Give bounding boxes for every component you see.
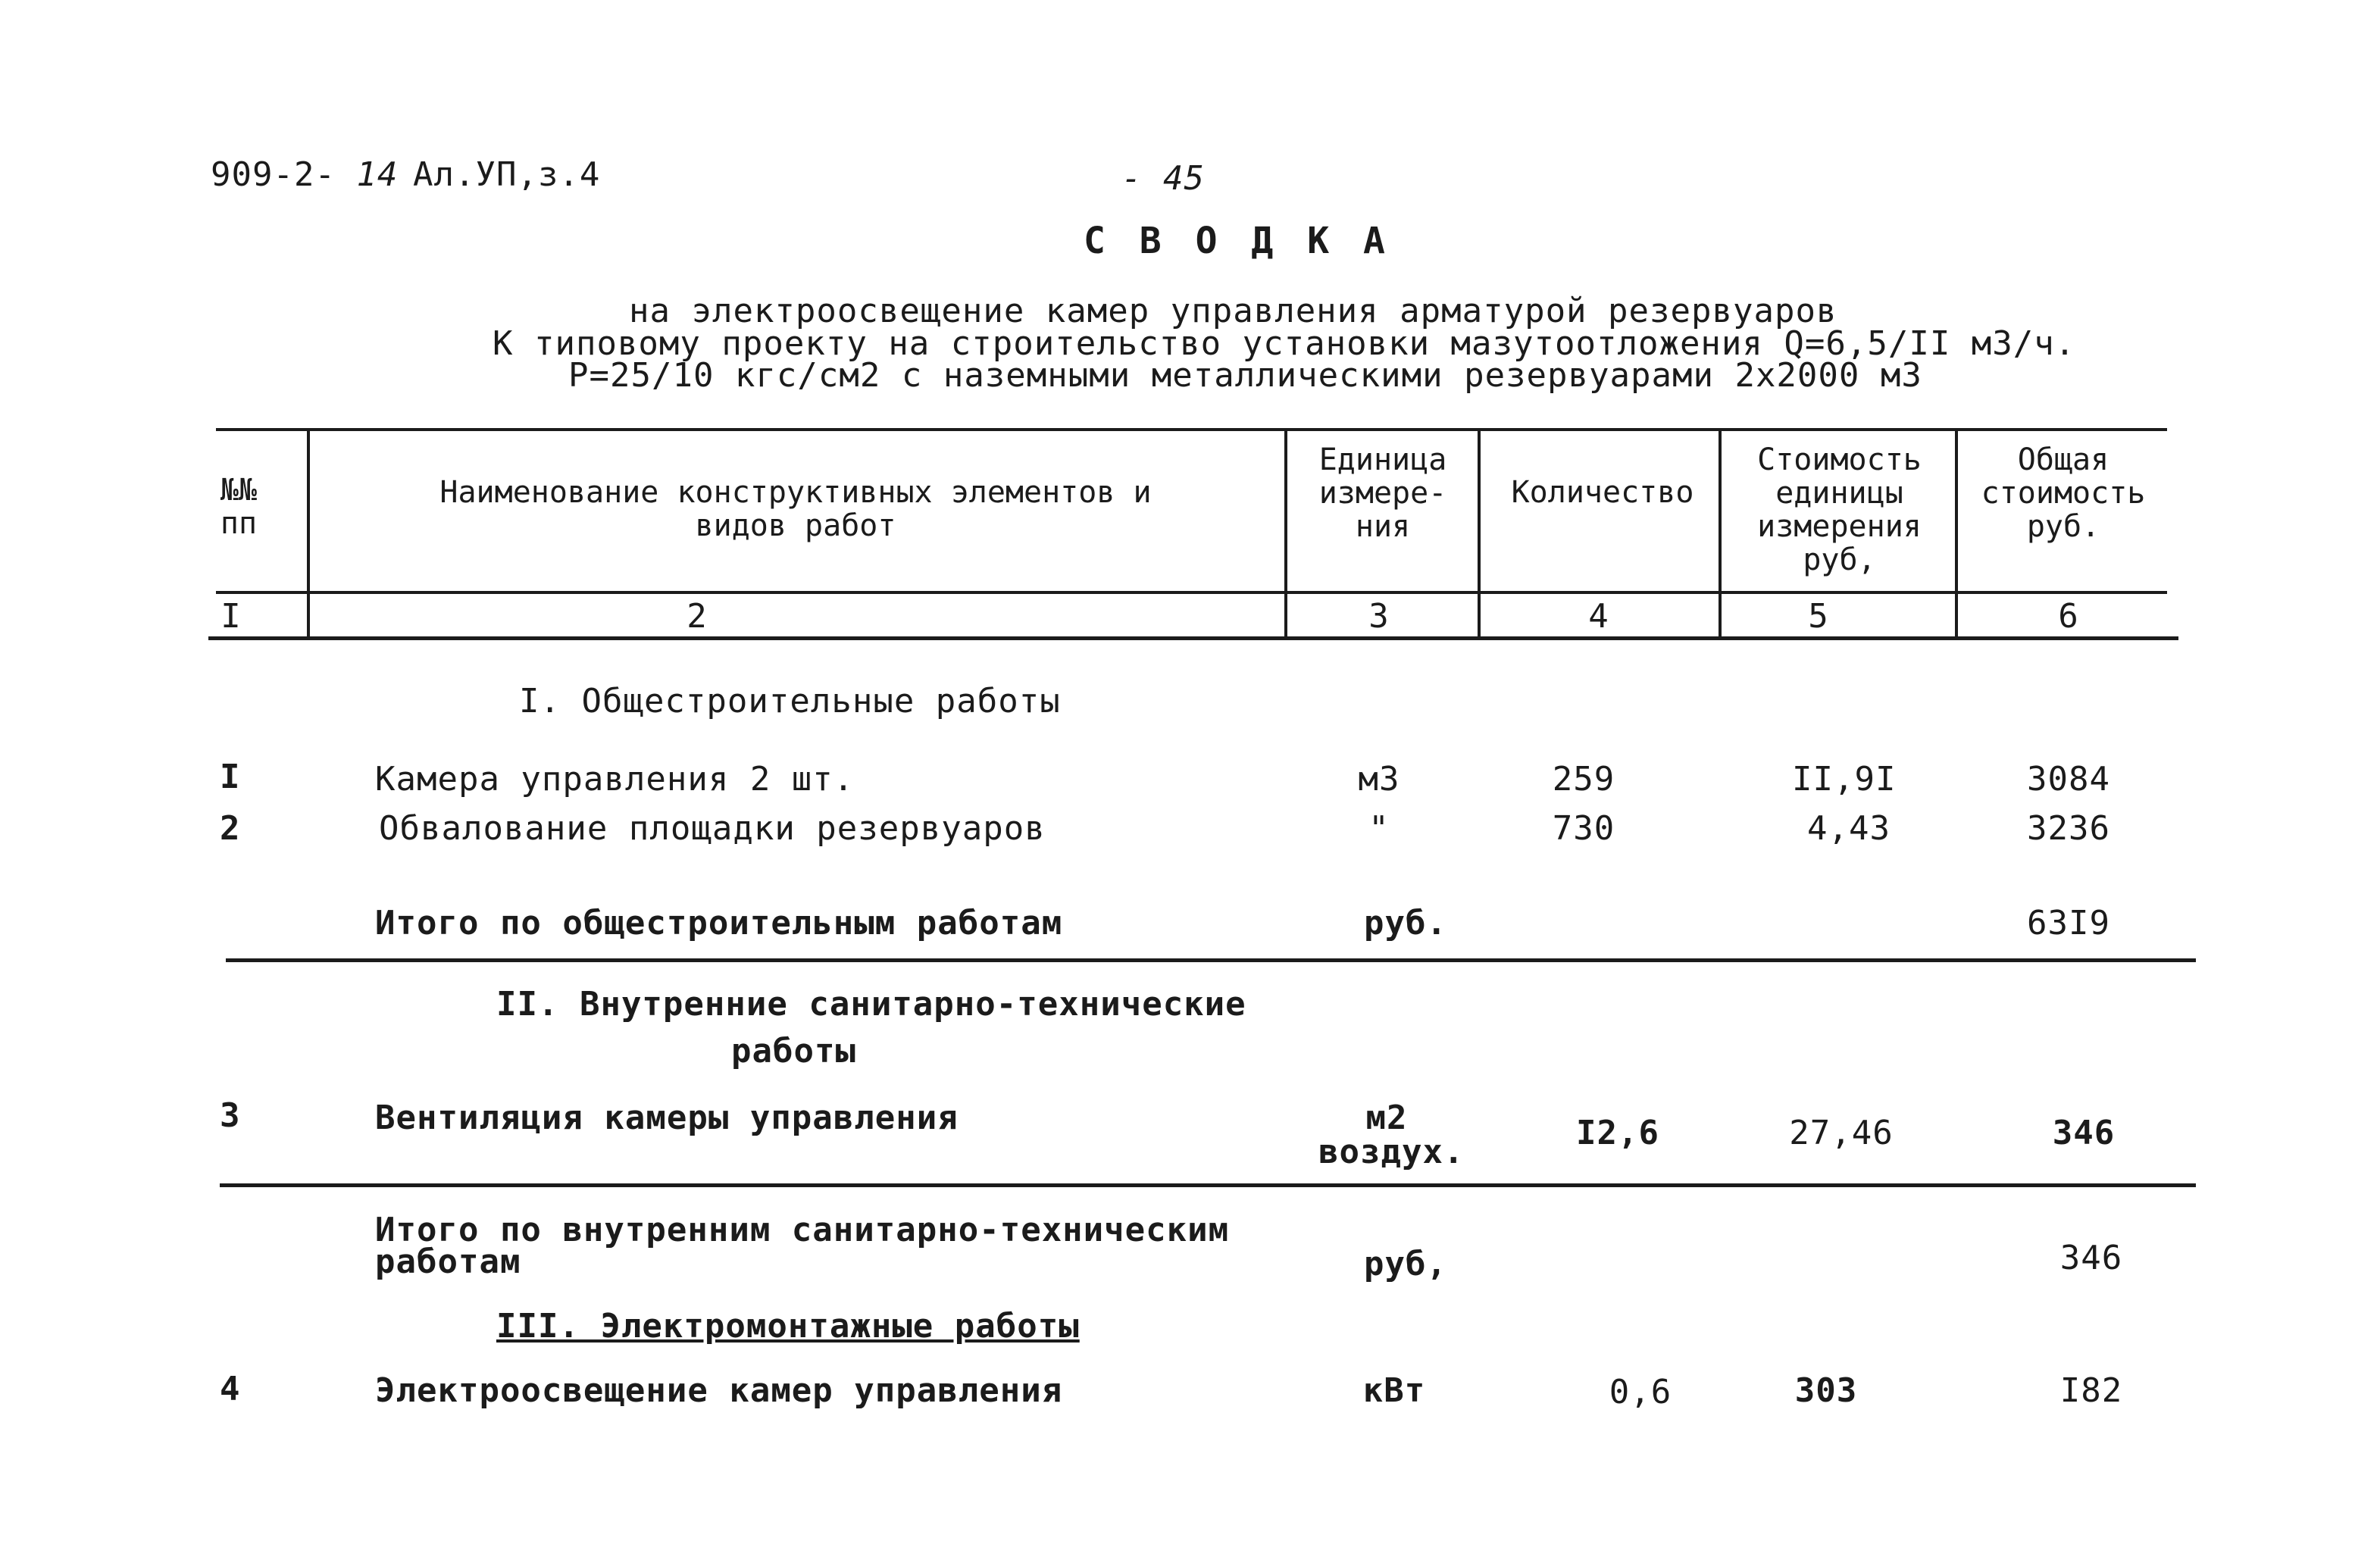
row-4-unit: кВт — [1362, 1371, 1426, 1410]
row-2-price: 4,43 — [1807, 809, 1891, 848]
section-3-title-text: III. Электромонтажные работы — [496, 1307, 1080, 1346]
row-3-num: 3 — [220, 1096, 241, 1135]
colnum-2: 2 — [686, 597, 708, 636]
row-1-qty: 259 — [1552, 760, 1615, 799]
row-1-name: Камера управления 2 шт. — [375, 760, 855, 799]
colnum-6: 6 — [2058, 597, 2079, 636]
document-sheet: Ал.УП,з.4 — [413, 155, 601, 194]
section-2-total-value: 346 — [2059, 1239, 2123, 1277]
col-divider-4 — [1719, 428, 1722, 640]
col-divider-3 — [1478, 428, 1481, 640]
colnum-3: 3 — [1368, 597, 1390, 636]
section-3-title — [496, 1307, 1080, 1346]
document-code-text: 909-2- — [211, 155, 357, 194]
row-1-unit: м3 — [1358, 760, 1400, 799]
row-1-num: I — [220, 758, 241, 796]
table-colnum-rule — [208, 636, 2178, 640]
row-4-name: Электроосвещение камер управления — [375, 1371, 1063, 1410]
row-4-num: 4 — [220, 1370, 241, 1408]
header-total-cost: Общая стоимость руб. — [1981, 442, 2146, 544]
section-2-total-label-line-1: Итого по внутренним санитарно-техническим — [375, 1211, 1230, 1249]
section-2-total-label-line-2: работам — [375, 1242, 521, 1281]
row-4-total: I82 — [2059, 1371, 2123, 1410]
col-divider-2 — [1284, 428, 1287, 640]
subtitle-line-2: К типовому проекту на строительство установки мазутоотложения Q=6,5/II м3/ч. — [493, 324, 2076, 363]
row-3-name: Вентиляция камеры управления — [375, 1099, 959, 1137]
section-1-rule — [226, 958, 2196, 962]
section-1-total-value: 63I9 — [2027, 904, 2110, 942]
subtitle-line-1: на электроосвещение камер управления арматурой резервуаров — [629, 292, 1837, 330]
row-1-price: II,9I — [1792, 760, 1897, 799]
row-4-price: 303 — [1794, 1371, 1858, 1410]
section-1-title: I. Общестроительные работы — [519, 682, 1061, 720]
row-3-unit-line-2: воздух. — [1318, 1133, 1465, 1171]
table-top-rule — [216, 428, 2167, 431]
section-1-total-unit: руб. — [1364, 904, 1447, 942]
colnum-1: I — [220, 597, 242, 636]
subtitle-line-3: Р=25/10 кгс/см2 с наземными металлическими резервуарами 2х2000 м3 — [568, 356, 1922, 395]
header-num: №№ пп — [220, 473, 258, 541]
document-code — [211, 155, 398, 194]
section-1-total-label: Итого по общестроительным работам — [375, 904, 1063, 942]
header-unit-cost: Стоимость единицы измерения руб, — [1757, 442, 1922, 577]
row-3-qty: I2,6 — [1576, 1114, 1659, 1152]
document-code-handwritten: 14 — [356, 155, 399, 194]
colnum-4: 4 — [1588, 597, 1609, 636]
section-2-rule — [220, 1183, 2196, 1187]
col-divider-1 — [307, 428, 310, 640]
row-2-qty: 730 — [1552, 809, 1615, 848]
section-2-total-unit: руб, — [1364, 1245, 1447, 1283]
header-unit: Единица измере-ния — [1318, 442, 1447, 544]
page-number: - 45 — [1121, 159, 1205, 198]
row-2-total: 3236 — [2027, 809, 2110, 848]
row-3-price: 27,46 — [1789, 1114, 1894, 1152]
header-qty: Количество — [1511, 475, 1694, 510]
row-2-unit: " — [1368, 809, 1390, 848]
row-3-total: 346 — [2052, 1114, 2116, 1152]
table-header-rule — [216, 591, 2167, 594]
section-2-title-line-2: работы — [731, 1032, 856, 1071]
col-divider-5 — [1955, 428, 1958, 640]
row-2-num: 2 — [220, 809, 241, 848]
row-1-total: 3084 — [2027, 760, 2110, 799]
row-4-qty: 0,6 — [1609, 1373, 1672, 1411]
header-name: Наименование конструктивных элементов и видов работ — [439, 475, 1152, 543]
colnum-5: 5 — [1808, 597, 1829, 636]
document-title: С В О Д К А — [1084, 220, 1391, 262]
row-2-name: Обвалование площадки резервуаров — [379, 809, 1046, 848]
section-2-title-line-1: II. Внутренние санитарно-технические — [496, 985, 1246, 1024]
row-3-unit-line-1: м2 — [1365, 1099, 1408, 1137]
